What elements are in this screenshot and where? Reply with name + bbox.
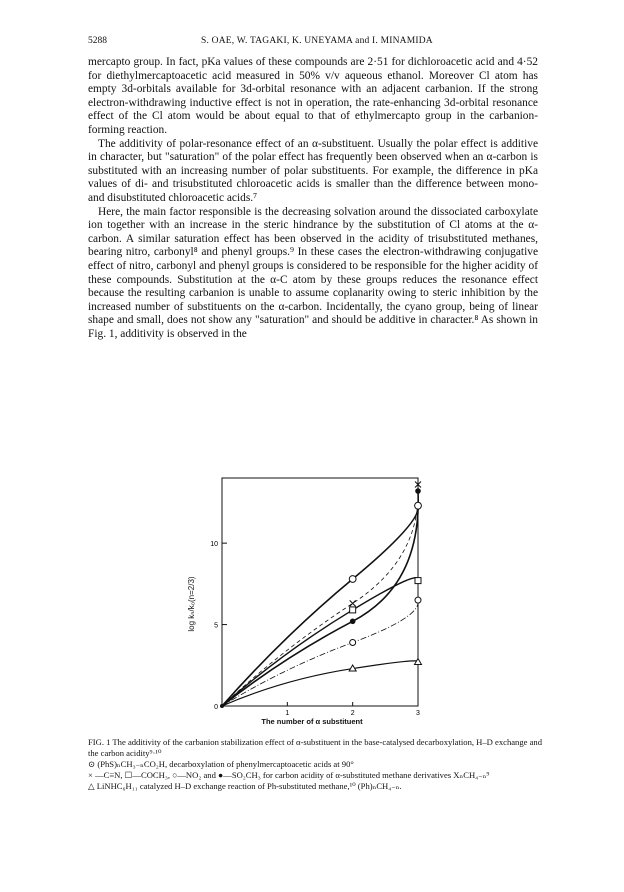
y-tick-label: 10 — [210, 541, 218, 549]
additivity-chart — [178, 468, 446, 718]
marker-cross — [350, 600, 356, 606]
page-header — [88, 36, 538, 50]
marker-circle-dot — [415, 502, 422, 509]
caption-line-2: ⊙ (PhS)ₙCH₃₋ₙCO₂H, decarboxylation of phenylmercaptoacetic acids at 90° — [88, 759, 354, 769]
plot-frame — [222, 478, 418, 706]
x-axis-label: The number of α substituent — [261, 717, 363, 726]
y-axis-label: log kₙ/k₀(n=2/3) — [187, 576, 196, 632]
marker-triangle — [415, 659, 422, 665]
series-line-circle-dot — [222, 506, 418, 706]
paragraph-2: The additivity of polar-resonance effect of an α-substituent. Usually the polar effect is additive in character, but "saturation" of the polar effect has frequently been observed when an α-carbon is substituted with an increasing number of polar substituents. For example, the difference in pKa values of di- and trisubstituted chloroacetic acids is smaller than the difference between mono- and disubstituted chloroacetic acids.⁷ — [88, 137, 538, 204]
body-text — [88, 56, 538, 341]
figure-1 — [178, 468, 446, 728]
marker-square — [415, 578, 421, 584]
origin-point — [220, 704, 224, 708]
page-number: 5288 — [88, 36, 107, 46]
caption-line-1: FIG. 1 The additivity of the carbanion stabilization effect of α-substituent in the base-catalysed decarboxylation, H–D exchange and the carbon acidity⁹·¹⁰ — [88, 737, 543, 758]
series-line-square — [222, 578, 418, 706]
caption-line-3: × —C≡N, ☐—COCH₃, ○—NO₂ and ●—SO₂CH₃ for carbon acidity of α-substituted methane derivatives XₙCH₄₋ₙ⁹ — [88, 770, 490, 780]
x-tick-label: 3 — [416, 710, 420, 717]
caption-line-4: △ LiNHC₆H₁₁ catalyzed H–D exchange reaction of Ph-substituted methane,¹⁰ (Ph)ₙCH₄₋ₙ. — [88, 781, 402, 791]
marker-filled-circle — [415, 488, 421, 494]
marker-circle — [350, 639, 356, 645]
series-line-circle — [222, 600, 418, 706]
marker-circle — [415, 597, 421, 603]
running-title: S. OAE, W. TAGAKI, K. UNEYAMA and I. MINAMIDA — [201, 36, 433, 46]
marker-filled-circle — [350, 619, 356, 625]
x-tick-label: 2 — [350, 710, 355, 717]
marker-circle-dot — [349, 576, 356, 583]
figure-caption — [88, 737, 548, 792]
y-tick-label: 0 — [214, 704, 218, 711]
marker-square — [350, 607, 356, 613]
paragraph-3: Here, the main factor responsible is the decreasing solvation around the dissociated carboxylate ion together with an increase in the steric hindrance by the substitution of Cl atoms at the α-carbon. A similar saturation effect has been observed in the acidity of trisubstituted methanes, bearing nitro, carbonyl⁸ and phenyl groups.⁹ In these cases the electron-withdrawing conjugative effect of nitro, carbonyl and phenyl groups is considered to be responsible for the higher acidity of these compounds. Substitution at the α-C atom by these groups reduces the resonance effect because the resulting carbanion is unable to assume coplanarity owing to steric inhibition by the increased number of substituents on the α-carbon. Incidentally, the cyano group, being of linear shape and small, does not show any "saturation" and should be additive in character.⁸ As shown in Fig. 1, additivity is observed in the — [88, 205, 538, 340]
x-tick-label: 1 — [285, 710, 290, 717]
paragraph-1: mercapto group. In fact, pKa values of these compounds are 2·51 for dichloroacetic acid and 4·52 for diethylmercaptoacetic acid measured in 50% v/v aqueous ethanol. Moreover Cl atom has empty 3d-orbitals available for 3d-orbital resonance with an adjacent carbanion. If the strong electron-withdrawing inductive effect is not in operation, the rate-enhancing 3d-orbital resonance effect of the Cl atom would be about equal to that of ethylmercapto group in the carbanion-forming reaction. — [88, 56, 538, 136]
y-tick-label: 5 — [214, 622, 218, 630]
